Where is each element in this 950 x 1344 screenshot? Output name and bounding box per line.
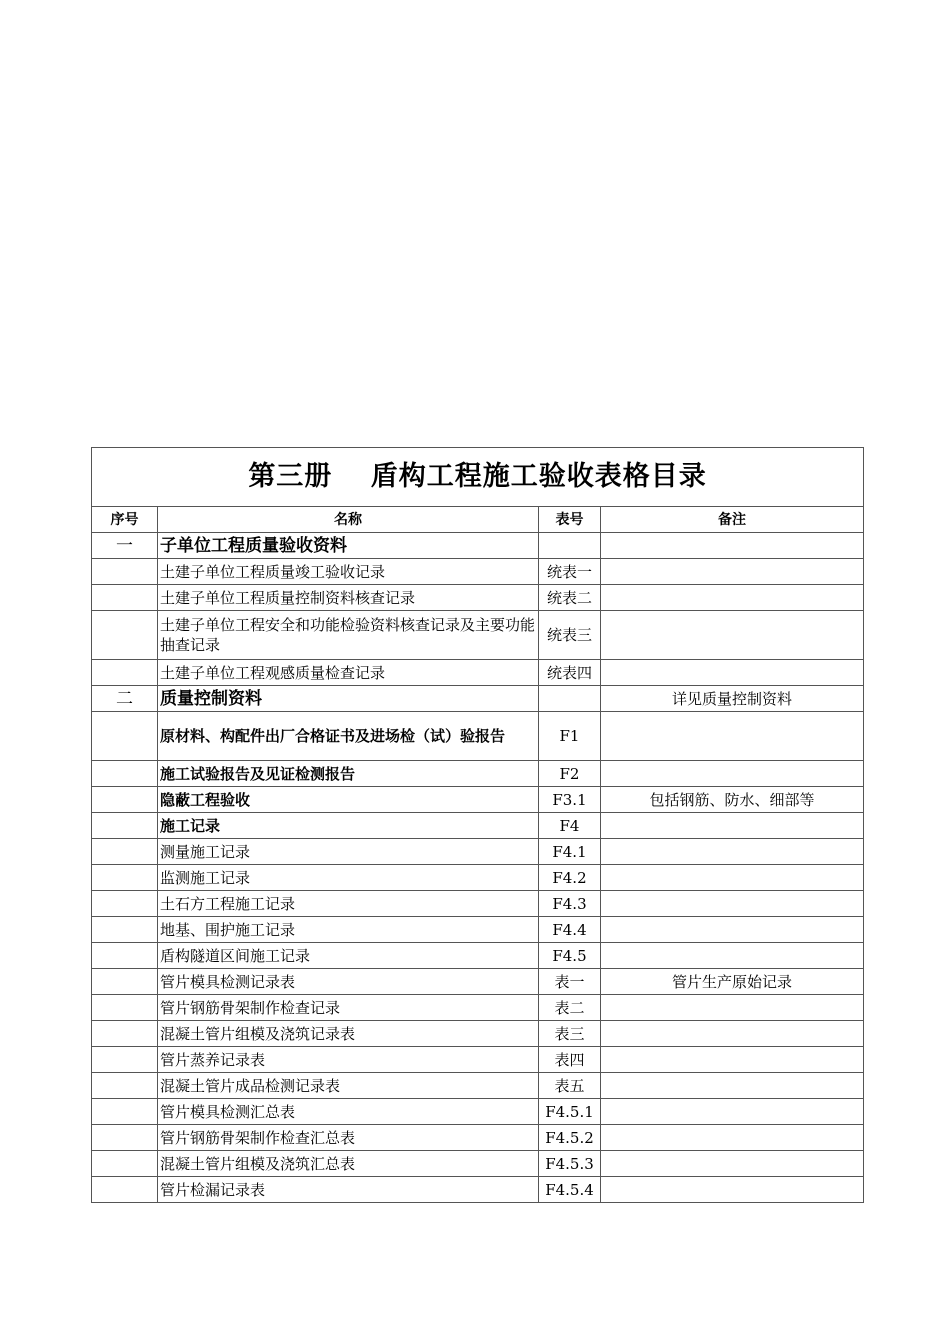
row-seq <box>92 1125 158 1151</box>
row-name: 原材料、构配件出厂合格证书及进场检（试）验报告 <box>158 712 539 761</box>
table-row <box>92 761 864 787</box>
row-seq <box>92 1021 158 1047</box>
row-note <box>601 1021 864 1047</box>
row-seq: 一 <box>92 533 158 559</box>
row-code: F4.4 <box>539 917 601 943</box>
header-note: 备注 <box>601 507 864 533</box>
page-title: 第三册 盾构工程施工验收表格目录 <box>92 448 864 507</box>
row-seq <box>92 712 158 761</box>
row-seq <box>92 761 158 787</box>
table-row <box>92 1073 864 1099</box>
row-seq <box>92 1177 158 1203</box>
row-code <box>539 686 601 712</box>
row-name: 管片钢筋骨架制作检查记录 <box>158 995 539 1021</box>
row-note: 管片生产原始记录 <box>601 969 864 995</box>
row-note <box>601 1073 864 1099</box>
row-seq <box>92 1151 158 1177</box>
row-name: 隐蔽工程验收 <box>158 787 539 813</box>
header-row <box>92 507 864 533</box>
table-row <box>92 787 864 813</box>
row-note: 详见质量控制资料 <box>601 686 864 712</box>
row-note <box>601 1047 864 1073</box>
table-row <box>92 611 864 660</box>
row-code <box>539 533 601 559</box>
table-row <box>92 943 864 969</box>
row-note <box>601 585 864 611</box>
table-row <box>92 712 864 761</box>
header-name: 名称 <box>158 507 539 533</box>
row-note <box>601 995 864 1021</box>
row-name: 土石方工程施工记录 <box>158 891 539 917</box>
row-note <box>601 865 864 891</box>
row-note <box>601 813 864 839</box>
row-seq <box>92 865 158 891</box>
table-row <box>92 1099 864 1125</box>
table-row <box>92 995 864 1021</box>
row-code: 表二 <box>539 995 601 1021</box>
row-code: F4.5.2 <box>539 1125 601 1151</box>
row-name: 土建子单位工程观感质量检查记录 <box>158 660 539 686</box>
row-seq <box>92 917 158 943</box>
table-row <box>92 1177 864 1203</box>
row-note <box>601 559 864 585</box>
row-code: 表三 <box>539 1021 601 1047</box>
table-row <box>92 969 864 995</box>
row-note <box>601 1099 864 1125</box>
row-name: 土建子单位工程质量竣工验收记录 <box>158 559 539 585</box>
row-name: 混凝土管片成品检测记录表 <box>158 1073 539 1099</box>
row-name: 管片检漏记录表 <box>158 1177 539 1203</box>
catalog-table <box>91 447 864 1203</box>
table-row <box>92 585 864 611</box>
row-code: F1 <box>539 712 601 761</box>
row-seq <box>92 839 158 865</box>
row-note <box>601 533 864 559</box>
row-code: F4.5.4 <box>539 1177 601 1203</box>
table-row <box>92 1125 864 1151</box>
row-code: 表一 <box>539 969 601 995</box>
row-code: F2 <box>539 761 601 787</box>
row-note <box>601 943 864 969</box>
row-note <box>601 712 864 761</box>
row-note <box>601 839 864 865</box>
row-name: 测量施工记录 <box>158 839 539 865</box>
table-row <box>92 533 864 559</box>
row-name: 混凝土管片组模及浇筑汇总表 <box>158 1151 539 1177</box>
row-note <box>601 1125 864 1151</box>
row-seq <box>92 969 158 995</box>
row-code: 表五 <box>539 1073 601 1099</box>
row-note <box>601 917 864 943</box>
table-row <box>92 813 864 839</box>
row-note: 包括钢筋、防水、细部等 <box>601 787 864 813</box>
table-row <box>92 660 864 686</box>
row-code: F4.2 <box>539 865 601 891</box>
row-code: F4.5.3 <box>539 1151 601 1177</box>
table-row <box>92 1047 864 1073</box>
table-row <box>92 1151 864 1177</box>
row-note <box>601 761 864 787</box>
table-row <box>92 917 864 943</box>
table-row <box>92 559 864 585</box>
row-name: 管片模具检测汇总表 <box>158 1099 539 1125</box>
row-seq <box>92 611 158 660</box>
row-code: 表四 <box>539 1047 601 1073</box>
row-seq <box>92 995 158 1021</box>
row-seq <box>92 787 158 813</box>
row-seq <box>92 559 158 585</box>
row-seq <box>92 1073 158 1099</box>
row-note <box>601 611 864 660</box>
row-seq <box>92 1047 158 1073</box>
row-note <box>601 1151 864 1177</box>
row-seq <box>92 1099 158 1125</box>
row-code: 统表三 <box>539 611 601 660</box>
row-code: F4.5.1 <box>539 1099 601 1125</box>
row-code: F4 <box>539 813 601 839</box>
row-code: 统表四 <box>539 660 601 686</box>
row-name: 管片钢筋骨架制作检查汇总表 <box>158 1125 539 1151</box>
row-seq <box>92 813 158 839</box>
header-seq: 序号 <box>92 507 158 533</box>
table-row <box>92 686 864 712</box>
row-name: 监测施工记录 <box>158 865 539 891</box>
row-seq <box>92 585 158 611</box>
row-note <box>601 1177 864 1203</box>
header-code: 表号 <box>539 507 601 533</box>
row-note <box>601 660 864 686</box>
row-seq <box>92 943 158 969</box>
row-seq: 二 <box>92 686 158 712</box>
row-name: 地基、围护施工记录 <box>158 917 539 943</box>
title-row <box>92 448 864 507</box>
row-name: 子单位工程质量验收资料 <box>158 533 539 559</box>
row-code: F4.5 <box>539 943 601 969</box>
row-seq <box>92 891 158 917</box>
row-name: 盾构隧道区间施工记录 <box>158 943 539 969</box>
row-name: 施工记录 <box>158 813 539 839</box>
row-code: F3.1 <box>539 787 601 813</box>
row-code: 统表二 <box>539 585 601 611</box>
table-row <box>92 1021 864 1047</box>
row-code: 统表一 <box>539 559 601 585</box>
row-name: 土建子单位工程安全和功能检验资料核查记录及主要功能抽查记录 <box>158 611 539 660</box>
row-name: 土建子单位工程质量控制资料核查记录 <box>158 585 539 611</box>
table-row <box>92 891 864 917</box>
row-code: F4.1 <box>539 839 601 865</box>
table-row <box>92 865 864 891</box>
row-code: F4.3 <box>539 891 601 917</box>
row-name: 管片模具检测记录表 <box>158 969 539 995</box>
row-name: 管片蒸养记录表 <box>158 1047 539 1073</box>
table-row <box>92 839 864 865</box>
row-seq <box>92 660 158 686</box>
row-name: 质量控制资料 <box>158 686 539 712</box>
row-name: 混凝土管片组模及浇筑记录表 <box>158 1021 539 1047</box>
row-note <box>601 891 864 917</box>
row-name: 施工试验报告及见证检测报告 <box>158 761 539 787</box>
